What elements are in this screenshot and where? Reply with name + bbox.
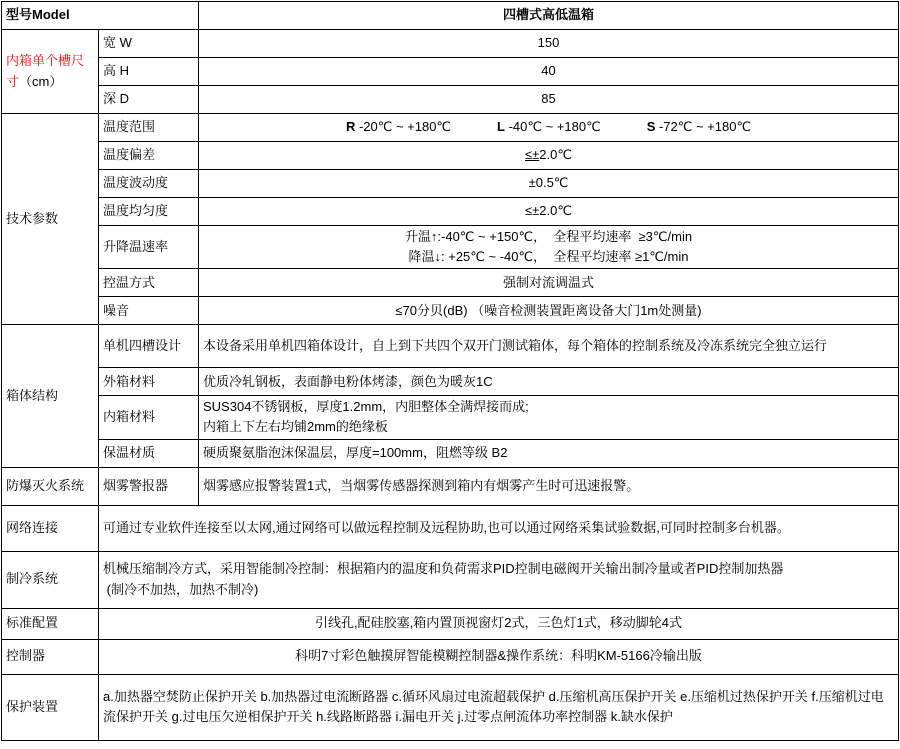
dimensions-label-unit: （cm） (19, 73, 63, 89)
dim-width-value: 150 (199, 30, 899, 58)
dim-height-name: 高 H (99, 58, 199, 86)
row-temp-uniformity (2, 198, 899, 226)
row-inner-material (2, 396, 899, 439)
fire-value: 烟雾感应报警装置1式，当烟雾传感器探测到箱内有烟雾产生时可迅速报警。 (199, 467, 899, 505)
cabinet-section-label: 箱体结构 (2, 325, 99, 467)
temp-range-s: S -72℃ ~ +180℃ (646, 119, 752, 135)
row-insulation (2, 439, 899, 467)
row-cabinet-design (2, 325, 899, 368)
row-dim-depth (2, 86, 899, 114)
dim-depth-value: 85 (199, 86, 899, 114)
inner-material-value (199, 396, 899, 439)
row-temp-deviation (2, 142, 899, 170)
control-mode-value: 强制对流调温式 (199, 269, 899, 297)
row-noise (2, 297, 899, 325)
model-value-cell: 四槽式高低温箱 (199, 2, 899, 30)
temp-range-r: R -20℃ ~ +180℃ (345, 119, 452, 135)
temp-fluctuation-name: 温度波动度 (99, 170, 199, 198)
row-standard-config (2, 608, 899, 639)
dim-height-value: 40 (199, 58, 899, 86)
row-model (2, 2, 899, 30)
protection-section-label: 保护装置 (2, 674, 99, 740)
standard-config-section-label: 标准配置 (2, 608, 99, 639)
row-temp-fluctuation (2, 170, 899, 198)
temp-uniformity-value: ≤±2.0℃ (199, 198, 899, 226)
dim-depth-name: 深 D (99, 86, 199, 114)
control-mode-name: 控温方式 (99, 269, 199, 297)
ramp-rate-line2: 降温↓: +25℃ ~ -40℃， 全程平均速率 ≥1℃/min (408, 249, 689, 265)
cooling-line1: 机械压缩制冷方式，采用智能制冷控制：根据箱内的温度和负荷需求PID控制电磁阀开关输出制冷量或者PID控制加热器 (103, 561, 784, 577)
controller-value: 科明7寸彩色触摸屏智能模糊控制器&操作系统：科明KM-5166冷输出版 (99, 639, 899, 674)
protection-value: a.加热器空焚防止保护开关 b.加热器过电流断路器 c.循环风扇过电流超载保护 d.压缩机高压保护开关 e.压缩机过热保护开关 f.压缩机过电流保护开关 g.过电压欠逆相保护开关 h.线路断路器 i.漏电开关 j.过零点闸流体功率控制器 k.缺水保护 (99, 674, 899, 740)
network-section-label: 网络连接 (2, 505, 99, 551)
insulation-value: 硬质聚氨脂泡沫保温层，厚度=100mm，阻燃等级 B2 (199, 439, 899, 467)
cabinet-design-name: 单机四槽设计 (99, 325, 199, 368)
row-protection (2, 674, 899, 740)
row-ramp-rate (2, 226, 899, 269)
ramp-rate-name: 升降温速率 (99, 226, 199, 269)
cabinet-design-value: 本设备采用单机四箱体设计，自上到下共四个双开门测试箱体，每个箱体的控制系统及冷冻系统完全独立运行 (199, 325, 899, 368)
row-controller (2, 639, 899, 674)
fire-section-label: 防爆灭火系统 (2, 467, 99, 505)
ramp-rate-value (199, 226, 899, 269)
network-value: 可通过专业软件连接至以太网,通过网络可以做远程控制及远程协助,也可以通过网络采集试验数据,可同时控制多台机器。 (99, 505, 899, 551)
row-outer-material (2, 368, 899, 396)
inner-material-name: 内箱材料 (99, 396, 199, 439)
cooling-line2: (制冷不加热，加热不制冷) (103, 581, 259, 597)
fire-name: 烟雾警报器 (99, 467, 199, 505)
cooling-section-label: 制冷系统 (2, 551, 99, 608)
row-fire-system (2, 467, 899, 505)
model-label-cell: 型号Model (2, 2, 199, 30)
cooling-value (99, 551, 899, 608)
inner-material-line2: 内箱上下左右均铺2mm的绝缘板 (203, 419, 388, 435)
dim-width-name: 宽 W (99, 30, 199, 58)
temp-deviation-name: 温度偏差 (99, 142, 199, 170)
inner-material-line1: SUS304不锈钢板，厚度1.2mm，内胆整体全满焊接而成; (203, 399, 529, 415)
outer-material-name: 外箱材料 (99, 368, 199, 396)
row-network (2, 505, 899, 551)
tech-params-section-label: 技术参数 (2, 114, 99, 325)
row-cooling (2, 551, 899, 608)
controller-section-label: 控制器 (2, 639, 99, 674)
dimensions-label-red: 内箱单个槽尺寸 (6, 53, 85, 89)
temp-fluctuation-value: ±0.5℃ (199, 170, 899, 198)
insulation-name: 保温材质 (99, 439, 199, 467)
row-control-mode (2, 269, 899, 297)
row-dim-width (2, 30, 899, 58)
dimensions-section-label (2, 30, 99, 114)
row-dim-height (2, 58, 899, 86)
standard-config-value: 引线孔,配硅胶塞,箱内置顶视窗灯2式，三色灯1式，移动脚轮4式 (99, 608, 899, 639)
row-temp-range (2, 114, 899, 142)
temp-deviation-value: ≤±2.0℃ (199, 142, 899, 170)
noise-value: ≤70分贝(dB) （噪音检测装置距离设备大门1m处测量) (199, 297, 899, 325)
spec-table (1, 1, 899, 741)
ramp-rate-line1: 升温↑:-40℃ ~ +150℃， 全程平均速率 ≥3℃/min (404, 229, 693, 244)
temp-uniformity-name: 温度均匀度 (99, 198, 199, 226)
noise-name: 噪音 (99, 297, 199, 325)
temp-range-name: 温度范围 (99, 114, 199, 142)
outer-material-value: 优质冷轧钢板，表面静电粉体烤漆，颜色为暖灰1C (199, 368, 899, 396)
temp-range-l: L -40℃ ~ +180℃ (497, 119, 601, 135)
temp-range-value (199, 114, 899, 142)
